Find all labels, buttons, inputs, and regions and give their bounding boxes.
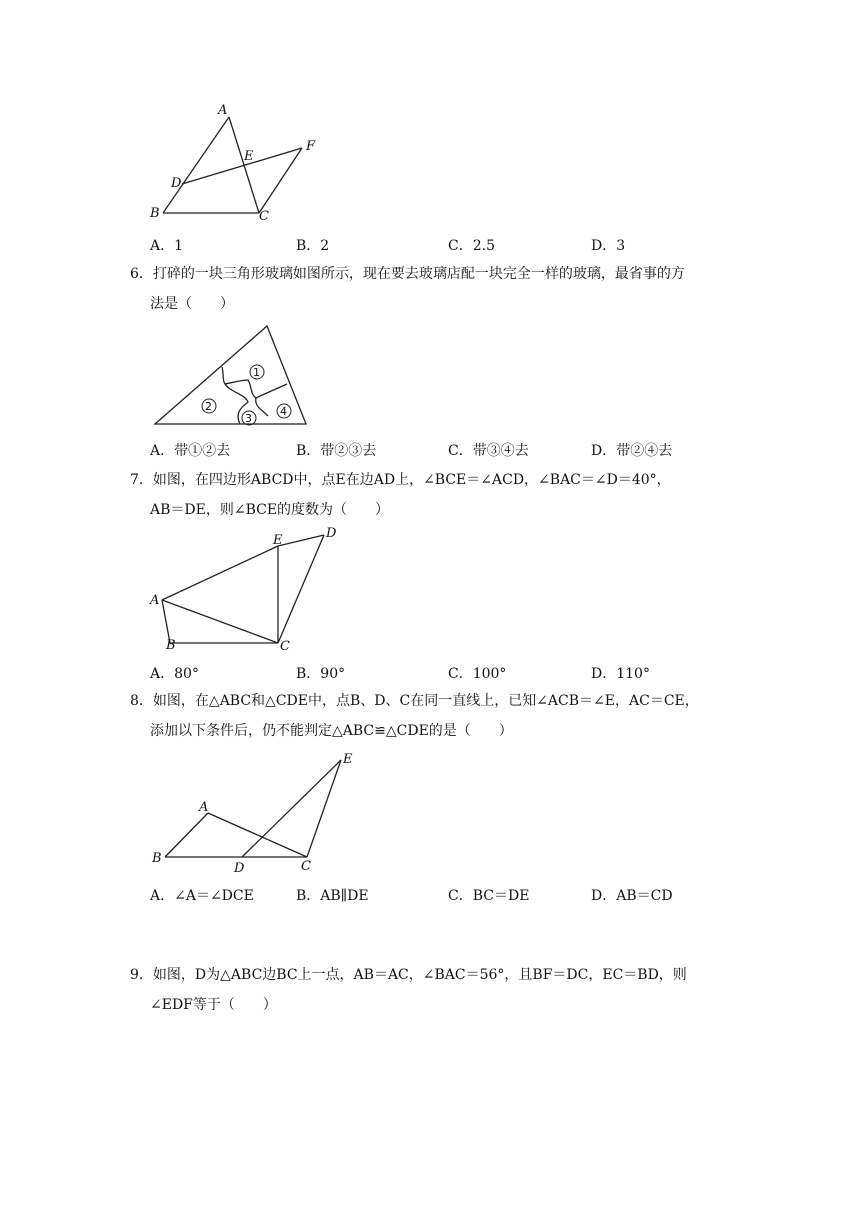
- q8-label-e: E: [343, 752, 353, 767]
- q8-figure: [145, 748, 370, 878]
- q7-text-line1: 如图，在四边形ABCD中，点E在边AD上，∠BCE＝∠ACD，∠BAC＝∠D＝40°，: [152, 472, 671, 488]
- q7-options: [150, 663, 790, 685]
- q5-label-f: F: [306, 139, 316, 154]
- q6-option-a[interactable]: A．带①②去: [150, 443, 231, 459]
- q7-label-c: C: [280, 639, 290, 654]
- q5-option-d[interactable]: D．3: [591, 238, 626, 254]
- q8-label-b: B: [152, 851, 162, 866]
- q8-option-c[interactable]: C．BC＝DE: [448, 888, 530, 904]
- q6-figure: [150, 322, 320, 432]
- q7-label-b: B: [166, 638, 176, 653]
- q7-text-line2: AB＝DE，则∠BCE的度数为（ ）: [150, 502, 390, 518]
- q8-option-a[interactable]: A．∠A＝∠DCE: [150, 888, 254, 904]
- q7-option-d[interactable]: D．110°: [591, 666, 650, 682]
- q6-option-c[interactable]: C．带③④去: [448, 443, 529, 459]
- q8-text-line2: 添加以下条件后，仍不能判定△ABC≌△CDE的是（ ）: [150, 723, 513, 739]
- q5-option-a[interactable]: A．1: [150, 238, 184, 254]
- q8-options: [150, 885, 790, 907]
- q6-diagram: [150, 322, 320, 432]
- q5-option-b[interactable]: B．2: [296, 238, 330, 254]
- q5-label-b: B: [150, 206, 160, 221]
- q5-options: [150, 235, 790, 257]
- q5-label-a: A: [218, 103, 228, 118]
- q7-label-a: A: [150, 593, 160, 608]
- q6-piece-4: 4: [280, 405, 287, 418]
- q7-number: 7．: [130, 472, 153, 488]
- q8-text-line1: 如图，在△ABC和△CDE中，点B、D、C在同一直线上，已知∠ACB＝∠E，AC＝CE，: [152, 693, 699, 709]
- q8-option-d[interactable]: D．AB＝CD: [591, 888, 673, 904]
- q8-option-b[interactable]: B．AB∥DE: [296, 888, 369, 904]
- q7-option-b[interactable]: B．90°: [296, 666, 346, 682]
- q7-stem: [130, 465, 740, 525]
- q5-diagram: [140, 95, 340, 230]
- q5-option-c[interactable]: C．2.5: [448, 238, 495, 254]
- q5-label-e: E: [244, 149, 254, 164]
- q8-number: 8．: [130, 693, 153, 709]
- q5-label-d: D: [171, 176, 182, 191]
- q6-text-line1: 打碎的一块三角形玻璃如图所示，现在要去玻璃店配一块完全一样的玻璃，最省事的方: [152, 266, 685, 282]
- q7-diagram: [140, 525, 350, 660]
- q6-option-b[interactable]: B．带②③去: [296, 443, 377, 459]
- q7-figure: [140, 525, 350, 660]
- q7-option-a[interactable]: A．80°: [150, 666, 199, 682]
- q8-label-a: A: [199, 800, 209, 815]
- q7-option-c[interactable]: C．100°: [448, 666, 507, 682]
- q6-piece-3: 3: [245, 412, 252, 425]
- q6-number: 6．: [130, 266, 153, 282]
- q9-number: 9．: [130, 967, 153, 983]
- q5-label-c: C: [259, 209, 269, 224]
- q7-label-d: D: [326, 526, 337, 541]
- q9-text-line1: 如图，D为△ABC边BC上一点，AB＝AC，∠BAC＝56°，且BF＝DC，EC＝BD，则: [152, 967, 687, 983]
- q8-stem: [130, 686, 740, 746]
- q6-piece-2: 2: [205, 400, 212, 413]
- q6-piece-1: 1: [253, 366, 260, 379]
- q8-label-d: D: [234, 861, 245, 876]
- q5-figure: [140, 95, 340, 230]
- q8-label-c: C: [301, 859, 311, 874]
- q6-option-d[interactable]: D．带②④去: [591, 443, 673, 459]
- q9-text-line2: ∠EDF等于（ ）: [150, 997, 277, 1013]
- q6-stem: [130, 259, 740, 319]
- q6-text-line2: 法是（ ）: [150, 296, 234, 312]
- q6-options: [150, 440, 790, 462]
- q8-diagram: [145, 748, 370, 878]
- q7-label-e: E: [273, 533, 283, 548]
- q9-stem: [130, 960, 740, 1020]
